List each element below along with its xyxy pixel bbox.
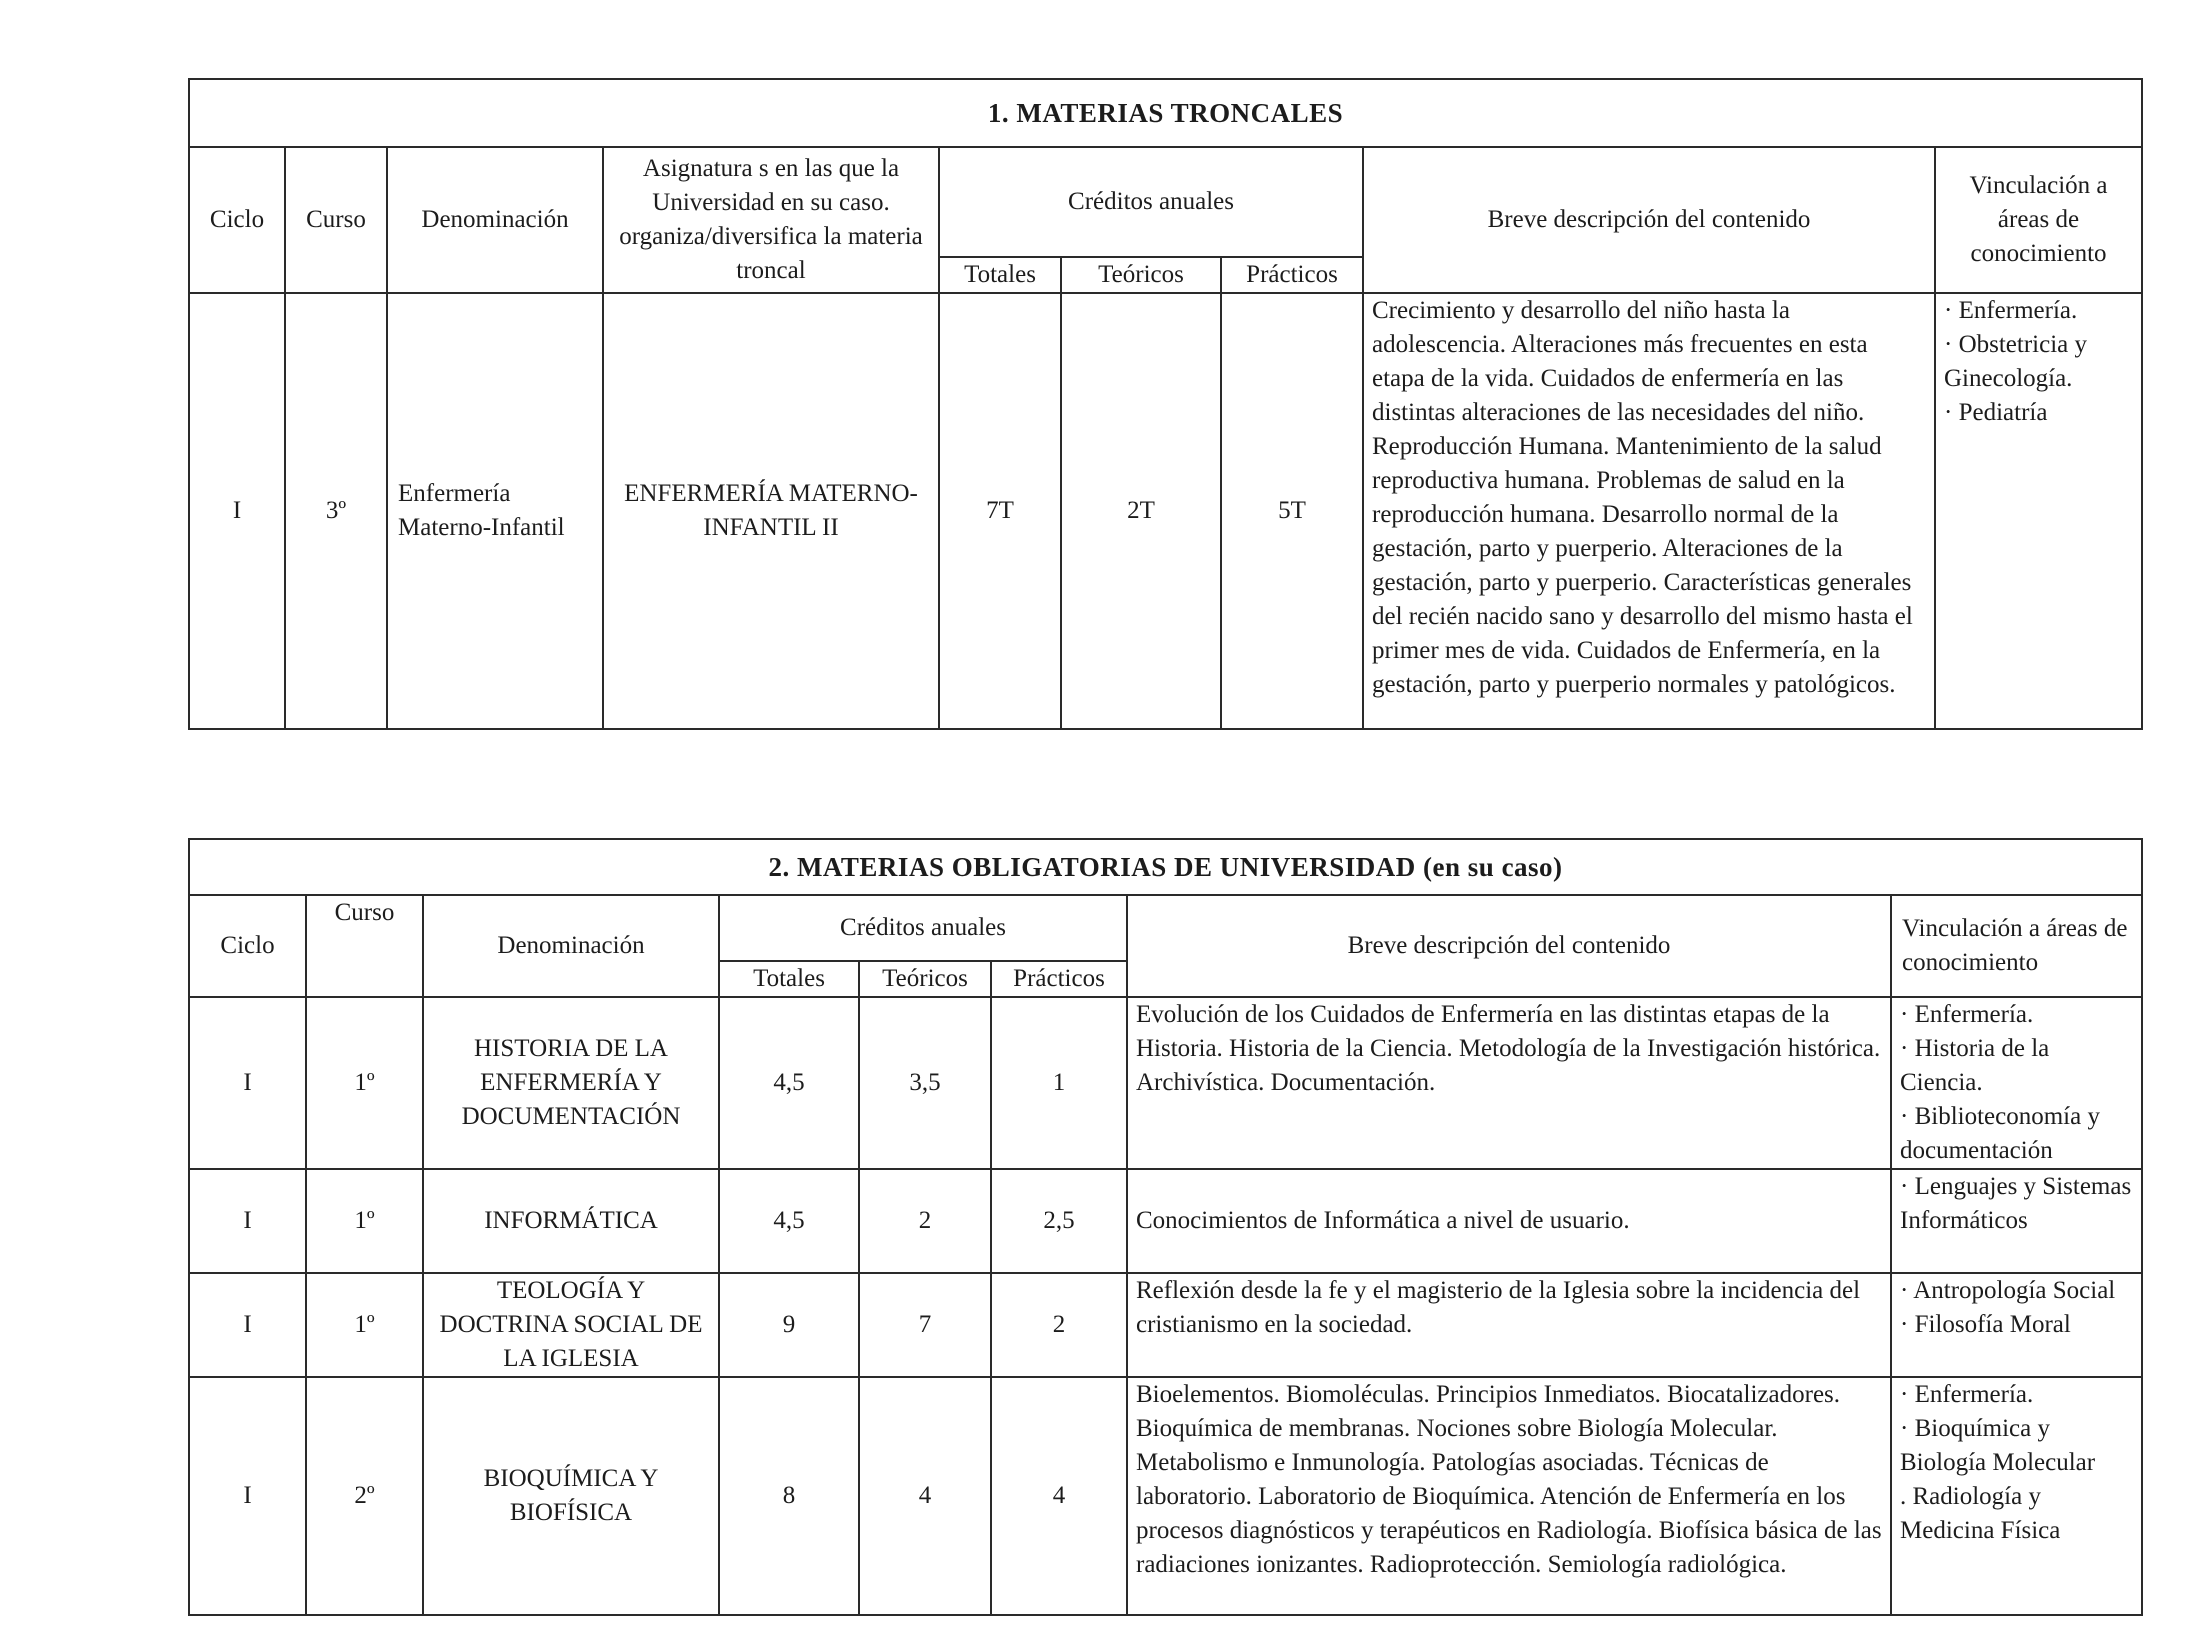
cell-curso: 1º bbox=[306, 1169, 423, 1273]
area-item: · Lenguajes y Sistemas Informáticos bbox=[1900, 1173, 2132, 1234]
cell-ciclo: I bbox=[189, 1377, 306, 1615]
cell-practicos: 4 bbox=[991, 1377, 1127, 1615]
cell-descripcion: Crecimiento y desarrollo del niño hasta la adolescencia. Alteraciones más frecuentes en esta etapa de la vida. Cuidados de enfermería en las distintas alteraciones de las necesidades del niño. Reproducción Humana. Mantenimiento de la salud reproductiva humana. Problemas de salud en la reproducción humana. Desarrollo normal de la gestación, parto y puerperio. Alteraciones de la gestación, parto y puerperio. Características generales del recién nacido sano y desarrollo del mismo hasta el primer mes de vida. Cuidados de Enfermería, en la gestación, parto y puerperio normales y patológicos. bbox=[1363, 293, 1935, 729]
header-teoricos: Teóricos bbox=[1061, 257, 1221, 293]
cell-teoricos: 4 bbox=[859, 1377, 991, 1615]
area-item: · Historia de la Ciencia. bbox=[1900, 1035, 2050, 1096]
header-totales: Totales bbox=[719, 961, 859, 997]
header-creditos-anuales: Créditos anuales bbox=[939, 147, 1363, 257]
area-item: · Enfermería. bbox=[1900, 1381, 2034, 1408]
header-descripcion: Breve descripción del contenido bbox=[1363, 147, 1935, 293]
table-title: 2. MATERIAS OBLIGATORIAS DE UNIVERSIDAD (en su caso) bbox=[189, 839, 2142, 895]
cell-ciclo: I bbox=[189, 1273, 306, 1377]
header-curso: Curso bbox=[285, 147, 387, 293]
table-row bbox=[189, 1169, 2142, 1273]
cell-vinculacion bbox=[1891, 1169, 2142, 1273]
header-ciclo: Ciclo bbox=[189, 895, 306, 997]
cell-totales: 4,5 bbox=[719, 997, 859, 1169]
header-curso: Curso bbox=[306, 895, 423, 997]
cell-curso: 3º bbox=[285, 293, 387, 729]
header-denominacion: Denominación bbox=[387, 147, 603, 293]
cell-denominacion: INFORMÁTICA bbox=[423, 1169, 719, 1273]
cell-ciclo: I bbox=[189, 1169, 306, 1273]
cell-denominacion: HISTORIA DE LA ENFERMERÍA Y DOCUMENTACIÓN bbox=[423, 997, 719, 1169]
materias-troncales-table bbox=[188, 78, 2143, 730]
cell-totales: 7T bbox=[939, 293, 1061, 729]
cell-denominacion: Enfermería Materno-Infantil bbox=[387, 293, 603, 729]
cell-vinculacion bbox=[1891, 1377, 2142, 1615]
table-row bbox=[189, 997, 2142, 1169]
header-practicos: Prácticos bbox=[991, 961, 1127, 997]
cell-teoricos: 7 bbox=[859, 1273, 991, 1377]
cell-vinculacion bbox=[1935, 293, 2142, 729]
cell-vinculacion bbox=[1891, 997, 2142, 1169]
cell-descripcion: Conocimientos de Informática a nivel de usuario. bbox=[1127, 1169, 1891, 1273]
table-row bbox=[189, 293, 2142, 729]
cell-vinculacion bbox=[1891, 1273, 2142, 1377]
cell-asignatura: ENFERMERÍA MATERNO-INFANTIL II bbox=[603, 293, 939, 729]
area-item: · Obstetricia y Ginecología. bbox=[1944, 331, 2088, 392]
header-ciclo: Ciclo bbox=[189, 147, 285, 293]
area-item: · Pediatría bbox=[1944, 399, 2048, 426]
cell-descripcion: Reflexión desde la fe y el magisterio de la Iglesia sobre la incidencia del cristianismo en la sociedad. bbox=[1127, 1273, 1891, 1377]
cell-totales: 4,5 bbox=[719, 1169, 859, 1273]
area-item: · Bioquímica y Biología Molecular bbox=[1900, 1415, 2096, 1476]
cell-curso: 2º bbox=[306, 1377, 423, 1615]
area-item: · Filosofía Moral bbox=[1900, 1311, 2071, 1338]
cell-descripcion: Evolución de los Cuidados de Enfermería en las distintas etapas de la Historia. Historia de la Ciencia. Metodología de la Investigación histórica. Archivística. Documentación. bbox=[1127, 997, 1891, 1169]
header-vinculacion: Vinculación a áreas de conocimiento bbox=[1891, 895, 2142, 997]
header-creditos-anuales: Créditos anuales bbox=[719, 895, 1127, 961]
cell-totales: 9 bbox=[719, 1273, 859, 1377]
cell-totales: 8 bbox=[719, 1377, 859, 1615]
area-item: · Enfermería. bbox=[1900, 1001, 2034, 1028]
cell-descripcion: Bioelementos. Biomoléculas. Principios Inmediatos. Biocatalizadores. Bioquímica de membranas. Nociones sobre Biología Molecular. Metabolismo e Inmunología. Patologías asociadas. Técnicas de laboratorio. Laboratorio de Bioquímica. Atención de Enfermería en los procesos diagnósticos y terapéuticos en Radiología. Biofísica básica de las radiaciones ionizantes. Radioprotección. Semiología radiológica. bbox=[1127, 1377, 1891, 1615]
cell-practicos: 5T bbox=[1221, 293, 1363, 729]
header-teoricos: Teóricos bbox=[859, 961, 991, 997]
cell-teoricos: 2 bbox=[859, 1169, 991, 1273]
cell-ciclo: I bbox=[189, 997, 306, 1169]
header-asignatura: Asignatura s en las que la Universidad en su caso. organiza/diversifica la materia troncal bbox=[603, 147, 939, 293]
cell-ciclo: I bbox=[189, 293, 285, 729]
cell-denominacion: BIOQUÍMICA Y BIOFÍSICA bbox=[423, 1377, 719, 1615]
cell-practicos: 2 bbox=[991, 1273, 1127, 1377]
area-item: . Radiología y Medicina Física bbox=[1900, 1483, 2061, 1544]
header-totales: Totales bbox=[939, 257, 1061, 293]
cell-teoricos: 3,5 bbox=[859, 997, 991, 1169]
cell-curso: 1º bbox=[306, 1273, 423, 1377]
area-item: · Antropología Social bbox=[1900, 1277, 2116, 1304]
cell-curso: 1º bbox=[306, 997, 423, 1169]
header-practicos: Prácticos bbox=[1221, 257, 1363, 293]
cell-practicos: 1 bbox=[991, 997, 1127, 1169]
table-row bbox=[189, 1377, 2142, 1615]
area-item: · Enfermería. bbox=[1944, 297, 2078, 324]
table-title: 1. MATERIAS TRONCALES bbox=[189, 79, 2142, 147]
cell-denominacion: TEOLOGÍA Y DOCTRINA SOCIAL DE LA IGLESIA bbox=[423, 1273, 719, 1377]
area-item: · Biblioteconomía y documentación bbox=[1900, 1103, 2100, 1164]
cell-practicos: 2,5 bbox=[991, 1169, 1127, 1273]
header-descripcion: Breve descripción del contenido bbox=[1127, 895, 1891, 997]
header-denominacion: Denominación bbox=[423, 895, 719, 997]
table-row bbox=[189, 1273, 2142, 1377]
header-vinculacion: Vinculación a áreas de conocimiento bbox=[1935, 147, 2142, 293]
cell-teoricos: 2T bbox=[1061, 293, 1221, 729]
materias-obligatorias-table bbox=[188, 838, 2143, 1616]
